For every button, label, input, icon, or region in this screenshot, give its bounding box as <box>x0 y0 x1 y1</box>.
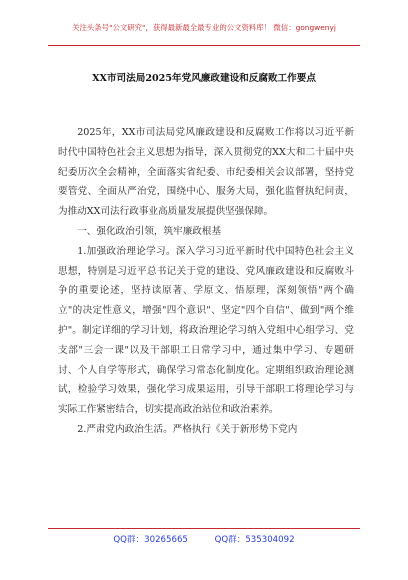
document-body <box>58 123 354 440</box>
qq-group-2: QQ群：535304092 <box>214 535 295 545</box>
footer <box>0 533 408 545</box>
intro-paragraph: 2025年，XX市司法局党风廉政建设和反腐败工作将以习近平新时代中国特色社会主义思想为指导，深入贯彻党的XX大和二十届中央纪委历次全会精神，全面落实省纪委、市纪委相关会议部署，坚持党要管党、全面从严治党，围绕中心、服务大局，强化监督执纪问责，为推动XX司法行政事业高质量发展提供坚强保障。 <box>58 127 354 218</box>
header-divider <box>48 45 360 46</box>
header-banner: 关注头条号"公文研究"，获得最新最全最专业的公文资料库！ 微信：gongwenyj <box>72 23 336 32</box>
qq-group-1: QQ群：30265665 <box>113 535 188 545</box>
body-paragraph: 2.严肃党内政治生活。严格执行《关于新形势下党内 <box>77 423 298 435</box>
body-paragraph: 1.加强政治理论学习。深入学习习近平新时代中国特色社会主义思想，特别是习近平总书记关于党的建设、党风廉政建设和反腐败斗争的重要论述，坚持读原著、学原文、悟原理，深刻领悟"两个确立"的决定性意义，增强"四个意识"、坚定"四个自信"、做到"两个维护"。制定详细的学习计划，将政治理论学习纳入党组中心组学习、党支部"三会一课"以及干部职工日常学习中，通过集中学习、专题研讨、个人自学等形式，确保学习常态化制度化。定期组织政治理论测试，检验学习效果，强化学习成果运用，引导干部职工将理论学习与实际工作紧密结合，切实提高政治站位和政治素养。 <box>58 245 354 416</box>
section-heading: 一、强化政治引领，筑牢廉政根基 <box>77 225 222 237</box>
document-title: XX市司法局2025年党风廉政建设和反腐败工作要点 <box>92 73 316 84</box>
footer-divider <box>48 528 360 529</box>
